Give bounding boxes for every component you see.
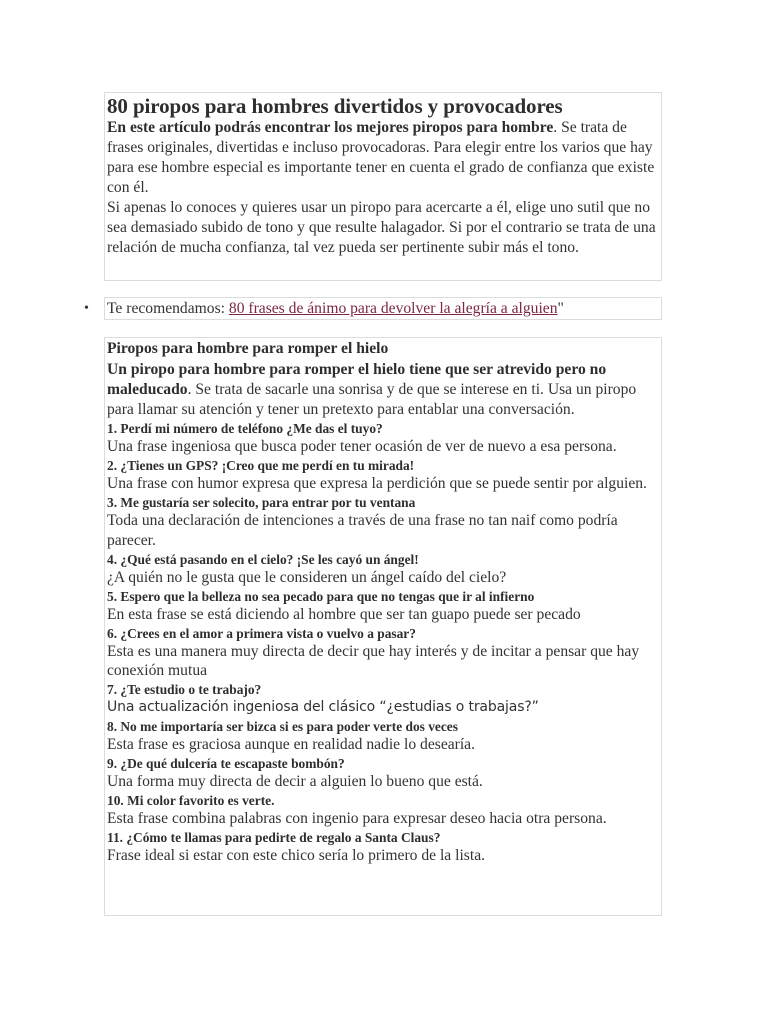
list-item <box>107 457 659 494</box>
recommend-link[interactable]: 80 frases de ánimo para devolver la alegría a alguien <box>228 300 558 317</box>
intro-section <box>104 92 662 281</box>
list-item <box>107 420 659 457</box>
bullet-marker: • <box>84 301 89 316</box>
piropo-heading: 9. ¿De qué dulcería te escapaste bombón? <box>107 756 345 771</box>
list-item <box>107 494 659 550</box>
piropo-heading: 3. Me gustaría ser solecito, para entrar por tu ventana <box>107 495 416 510</box>
section-intro <box>107 360 659 420</box>
intro-paragraph-2: Si apenas lo conoces y quieres usar un piropo para acercarte a él, elige uno sutil que no sea demasiado subido de tono y que resulte halagador. Si por el contrario se trata de una relación de mucha confianza, tal vez pueda ser pertinente subir más el tono. <box>107 199 656 256</box>
piropos-section <box>104 337 662 916</box>
piropo-description: Una forma muy directa de decir a alguien lo bueno que está. <box>107 773 483 790</box>
list-item <box>107 718 659 755</box>
piropo-heading: 6. ¿Crees en el amor a primera vista o vuelvo a pasar? <box>107 625 416 641</box>
piropo-heading: 11. ¿Cómo te llamas para pedirte de regalo a Santa Claus? <box>107 830 441 845</box>
intro-lead-rest: . Se trata de frases originales, divertidas e incluso provocadoras. Para elegir entre los varios que hay para ese hombre especial es importante tener en cuenta el grado de confianza que existe con él. <box>107 119 655 196</box>
piropo-description: Una actualización ingeniosa del clásico “¿estudias o trabajas?” <box>107 699 539 715</box>
piropo-heading: 1. Perdí mi número de teléfono ¿Me das el tuyo? <box>107 421 383 436</box>
piropo-description: Frase ideal si estar con este chico sería lo primero de la lista. <box>107 847 486 864</box>
list-item <box>107 588 659 625</box>
piropo-description: Una frase ingeniosa que busca poder tener ocasión de ver de nuevo a esa persona. <box>107 438 617 455</box>
piropo-description: Esta frase es graciosa aunque en realidad nadie lo desearía. <box>107 736 476 753</box>
section-lead-rest: . Se trata de sacarle una sonrisa y de que se interese en ti. Usa un piropo para llamar su atención y tener un pretexto para entablar una conversación. <box>107 381 637 418</box>
piropo-heading: 4. ¿Qué está pasando en el cielo? ¡Se les cayó un ángel! <box>107 551 419 567</box>
piropo-heading: 5. Espero que la belleza no sea pecado para que no tengas que ir al infierno <box>107 588 535 604</box>
article-title: 80 piropos para hombres divertidos y provocadores <box>107 94 563 118</box>
piropo-heading: 10. Mi color favorito es verte. <box>107 793 275 808</box>
piropo-heading: 2. ¿Tienes un GPS? ¡Creo que me perdí en tu mirada! <box>107 458 415 473</box>
recommend-suffix: " <box>557 300 564 317</box>
list-item <box>107 792 659 829</box>
intro-paragraph <box>107 118 659 198</box>
list-item <box>107 829 659 866</box>
piropo-heading: 7. ¿Te estudio o te trabajo? <box>107 682 262 697</box>
piropo-description: Toda una declaración de intenciones a través de una frase no tan naif como podría parecer. <box>107 512 618 549</box>
list-item <box>107 755 659 792</box>
recommend-box <box>104 297 662 320</box>
piropo-description: Esta es una manera muy directa de decir que hay interés y de incitar a pensar que hay conexión mutua <box>107 642 640 679</box>
recommend-prefix: Te recomendamos: <box>107 300 229 317</box>
list-item <box>107 625 659 681</box>
recommend-line <box>107 299 659 319</box>
piropo-description: ¿A quién no le gusta que le consideren un ángel caído del cielo? <box>107 568 507 586</box>
piropo-description: En esta frase se está diciendo al hombre que ser tan guapo puede ser pecado <box>107 605 581 623</box>
list-item <box>107 551 659 588</box>
piropo-description: Esta frase combina palabras con ingenio para expresar deseo hacia otra persona. <box>107 810 607 827</box>
piropo-description: Una frase con humor expresa que expresa la perdición que se puede sentir por alguien. <box>107 475 647 492</box>
section-title: Piropos para hombre para romper el hielo <box>107 340 389 357</box>
section-lead-bold: Un piropo para hombre para romper el hielo tiene que ser atrevido pero no maleducado <box>107 361 607 398</box>
piropo-heading: 8. No me importaría ser bizca si es para poder verte dos veces <box>107 719 458 734</box>
list-item <box>107 681 659 718</box>
intro-lead-bold: En este artículo podrás encontrar los mejores piropos para hombre <box>107 119 554 136</box>
